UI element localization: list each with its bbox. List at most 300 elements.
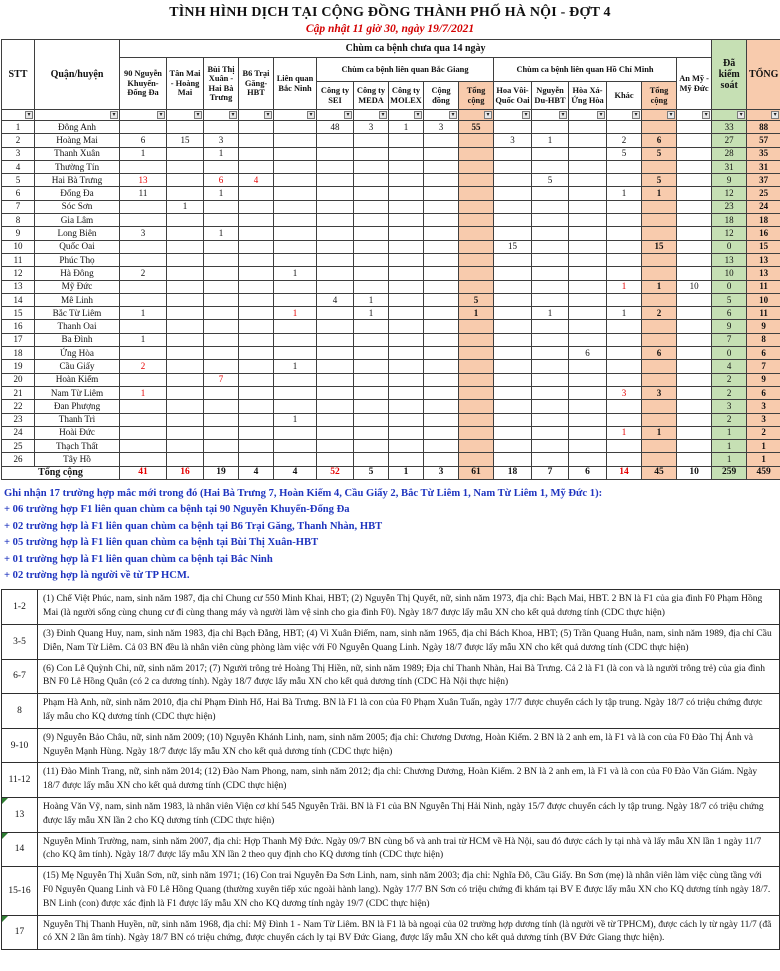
cell-meda [354, 187, 389, 200]
filter-dropdown-icon[interactable]: ▾ [632, 111, 640, 119]
header-col-cong-dong: Cộng đồng [424, 82, 459, 110]
cell-tanmai [167, 440, 204, 453]
case-number: 11-12 [2, 763, 38, 798]
cell-nk90 [120, 413, 167, 426]
total-sei: 52 [317, 466, 354, 479]
cell-kiemsoat: 0 [712, 347, 747, 360]
cell-hoaxa [569, 240, 607, 253]
cell-khac [607, 160, 642, 173]
cell-b6 [239, 160, 274, 173]
cell-b6 [239, 267, 274, 280]
total-btx: 19 [204, 466, 239, 479]
total-meda: 5 [354, 466, 389, 479]
cell-tongcong-bg [459, 400, 494, 413]
filter-dropdown-icon[interactable]: ▾ [449, 111, 457, 119]
cell-bacninh [274, 280, 317, 293]
cell-bacninh [274, 253, 317, 266]
cell-meda [354, 333, 389, 346]
district-row [2, 347, 780, 360]
cell-sei [317, 413, 354, 426]
cell-meda [354, 400, 389, 413]
filter-cell [35, 110, 120, 121]
cell-bacninh [274, 293, 317, 306]
cell-anmy [677, 333, 712, 346]
district-row [2, 320, 780, 333]
cell-khac [607, 453, 642, 466]
cell-tongcong-hcm: 6 [642, 347, 677, 360]
cell-tongcong-hcm: 1 [642, 187, 677, 200]
note-bullet: + 06 trường hợp F1 liên quan chùm ca bệnh tại 90 Nguyễn Khuyến-Đống Đa [4, 504, 350, 516]
cell-tongcong-hcm [642, 293, 677, 306]
cell-congdong [424, 187, 459, 200]
cell-hoaxa [569, 121, 607, 134]
case-description: (15) Mẹ Nguyễn Thị Xuân Sơn, nữ, sinh năm 1971; (16) Con trai Nguyễn Đa Sơn Linh, nam, sinh năm 2003; địa chỉ: Nghĩa Đô, Cầu Giấy. Bn Sơn (mẹ) là nhân viên làm việc cùng tầng với F0 Nguyễn Quang Linh và F0 Lê Hồng Quang (thường xuyên tiếp xúc ngoài hành lang). Ngày 17/7 BN Sơn có triệu chứng đi khám tại BV E được lấy mẫu XN cho KQ dương tính ngày 18/7. BN Linh (con) được xác định là F1 được lấy mẫu XN cho KQ dương tính ngày 19/7 (CDC thực hiện) [38, 867, 780, 915]
filter-dropdown-icon[interactable]: ▾ [307, 111, 315, 119]
notes-heading: Ghi nhận 17 trường hợp mắc mới trong đó (Hai Bà Trưng 7, Hoàn Kiếm 4, Cầu Giấy 2, Bắc Từ Liêm 1, Nam Từ Liêm 1, Mỹ Đức 1): [4, 488, 603, 500]
cell-meda [354, 174, 389, 187]
filter-cell [167, 110, 204, 121]
cell-kiemsoat: 0 [712, 280, 747, 293]
district-row [2, 293, 780, 306]
cell-tongcong-bg [459, 147, 494, 160]
cell-btx: 1 [204, 147, 239, 160]
filter-dropdown-icon[interactable]: ▾ [344, 111, 352, 119]
cell-congdong [424, 214, 459, 227]
district-name: Hà Đông [35, 267, 120, 280]
cell-hoaxa [569, 160, 607, 173]
cell-hoavoi [494, 253, 532, 266]
cell-anmy [677, 200, 712, 213]
cell-meda [354, 373, 389, 386]
filter-cell [532, 110, 569, 121]
case-detail-row [2, 659, 780, 694]
cell-meda [354, 240, 389, 253]
cell-btx [204, 214, 239, 227]
cell-anmy [677, 267, 712, 280]
cell-molex [389, 347, 424, 360]
district-name: Gia Lâm [35, 214, 120, 227]
row-number: 11 [2, 253, 35, 266]
cell-nk90 [120, 121, 167, 134]
cell-nguyendu: 1 [532, 307, 569, 320]
total-kiemsoat: 259 [712, 466, 747, 479]
cell-hoaxa: 6 [569, 347, 607, 360]
cell-tongcong-hcm [642, 333, 677, 346]
cell-hoavoi [494, 214, 532, 227]
filter-dropdown-icon[interactable]: ▾ [559, 111, 567, 119]
cell-tanmai [167, 253, 204, 266]
cell-bacninh: 1 [274, 307, 317, 320]
cell-congdong [424, 360, 459, 373]
header-col-hoa-voi: Hoa Vôi-Quốc Oai [494, 82, 532, 110]
cell-tong: 7 [747, 360, 780, 373]
note-bullet: + 05 trường hợp là F1 liên quan chùm ca bệnh tại Bùi Thị Xuân-HBT [4, 537, 319, 549]
cell-sei [317, 160, 354, 173]
cell-hoaxa [569, 360, 607, 373]
cell-tong: 16 [747, 227, 780, 240]
cell-nk90: 1 [120, 147, 167, 160]
case-number: 9-10 [2, 728, 38, 763]
cell-hoavoi [494, 453, 532, 466]
cell-nk90 [120, 240, 167, 253]
cell-nguyendu [532, 227, 569, 240]
cell-tanmai [167, 307, 204, 320]
cell-anmy: 10 [677, 280, 712, 293]
covid-summary-table [1, 39, 780, 480]
cell-nguyendu [532, 347, 569, 360]
header-col-tong-cong-bg: Tổng cộng [459, 82, 494, 110]
total-nguyendu: 7 [532, 466, 569, 479]
case-number: 3-5 [2, 625, 38, 660]
case-number: 8 [2, 694, 38, 729]
cell-nk90 [120, 280, 167, 293]
cell-molex [389, 227, 424, 240]
cell-bacninh: 1 [274, 413, 317, 426]
filter-dropdown-icon[interactable]: ▾ [110, 111, 118, 119]
cell-tanmai [167, 373, 204, 386]
cell-sei [317, 307, 354, 320]
cell-tongcong-hcm [642, 453, 677, 466]
filter-dropdown-icon[interactable]: ▾ [667, 111, 675, 119]
cell-tong: 11 [747, 307, 780, 320]
cell-congdong [424, 426, 459, 439]
cell-anmy [677, 453, 712, 466]
case-number: 15-16 [2, 867, 38, 915]
cell-nguyendu [532, 121, 569, 134]
cell-khac [607, 121, 642, 134]
district-name: Thanh Oai [35, 320, 120, 333]
cell-khac: 1 [607, 307, 642, 320]
cell-sei: 48 [317, 121, 354, 134]
cell-tongcong-hcm [642, 214, 677, 227]
cell-nguyendu [532, 187, 569, 200]
cell-congdong [424, 373, 459, 386]
filter-dropdown-icon[interactable]: ▾ [379, 111, 387, 119]
cell-b6 [239, 413, 274, 426]
cell-tong: 57 [747, 134, 780, 147]
filter-dropdown-icon[interactable]: ▾ [157, 111, 165, 119]
total-tongcong-hcm: 45 [642, 466, 677, 479]
cell-tong: 9 [747, 373, 780, 386]
cell-meda [354, 280, 389, 293]
filter-cell [712, 110, 747, 121]
cell-sei [317, 187, 354, 200]
cell-bacninh [274, 453, 317, 466]
cell-sei [317, 214, 354, 227]
header-col-hoa-xa: Hòa Xá-Ứng Hòa [569, 82, 607, 110]
total-tongcong-bg: 61 [459, 466, 494, 479]
filter-dropdown-icon[interactable]: ▾ [702, 111, 710, 119]
cell-tong: 31 [747, 160, 780, 173]
cell-tong: 2 [747, 426, 780, 439]
cell-nguyendu [532, 160, 569, 173]
row-number: 1 [2, 121, 35, 134]
row-number: 20 [2, 373, 35, 386]
cell-sei [317, 400, 354, 413]
filter-dropdown-icon[interactable]: ▾ [737, 111, 745, 119]
corner-mark [2, 916, 8, 922]
header-group-pending: Chùm ca bệnh chưa qua 14 ngày [120, 40, 712, 58]
cell-tongcong-hcm: 2 [642, 307, 677, 320]
cell-sei [317, 253, 354, 266]
cell-bacninh [274, 214, 317, 227]
cell-tong: 35 [747, 147, 780, 160]
cell-molex [389, 240, 424, 253]
cell-hoavoi: 3 [494, 134, 532, 147]
cell-bacninh [274, 134, 317, 147]
cell-hoavoi [494, 267, 532, 280]
cell-hoavoi [494, 373, 532, 386]
filter-cell [317, 110, 354, 121]
cell-kiemsoat: 2 [712, 413, 747, 426]
cell-meda [354, 413, 389, 426]
district-row [2, 386, 780, 399]
autofilter-row [2, 110, 780, 121]
cell-khac [607, 253, 642, 266]
cell-tanmai [167, 227, 204, 240]
case-description: (6) Con Lê Quỳnh Chi, nữ, sinh năm 2017; (7) Người trông trẻ Hoàng Thị Hiền, nữ, sinh năm 1989; Địa chỉ Thanh Nhàn, Hai Bà Trưng. Cả 2 là F1 (là con và là người trông trẻ) của gia đình BN F0 Lê Hồng Quân (có 2 ca dương tính). Ngày 18/7 được lấy mẫu XN cho kết quả dương tính (CDC Hà Nội thực hiện) [38, 659, 780, 694]
cell-tongcong-bg [459, 413, 494, 426]
cell-khac: 3 [607, 386, 642, 399]
cell-anmy [677, 240, 712, 253]
cell-tanmai [167, 320, 204, 333]
cell-bacninh [274, 400, 317, 413]
cell-sei [317, 174, 354, 187]
cell-btx [204, 440, 239, 453]
cell-tong: 25 [747, 187, 780, 200]
district-name: Hai Bà Trưng [35, 174, 120, 187]
cell-hoaxa [569, 267, 607, 280]
cell-nk90 [120, 253, 167, 266]
filter-dropdown-icon[interactable]: ▾ [522, 111, 530, 119]
cell-hoavoi [494, 227, 532, 240]
filter-dropdown-icon[interactable]: ▾ [229, 111, 237, 119]
district-row [2, 174, 780, 187]
cell-tongcong-hcm: 5 [642, 147, 677, 160]
cell-molex [389, 333, 424, 346]
cell-anmy [677, 187, 712, 200]
row-number: 21 [2, 386, 35, 399]
filter-dropdown-icon[interactable]: ▾ [194, 111, 202, 119]
cell-sei [317, 240, 354, 253]
cell-b6 [239, 347, 274, 360]
row-number: 7 [2, 200, 35, 213]
cell-bacninh [274, 147, 317, 160]
case-detail-row [2, 728, 780, 763]
row-number: 22 [2, 400, 35, 413]
filter-cell [2, 110, 35, 121]
cell-hoavoi [494, 400, 532, 413]
row-number: 4 [2, 160, 35, 173]
district-name: Long Biên [35, 227, 120, 240]
cell-tong: 13 [747, 253, 780, 266]
filter-dropdown-icon[interactable]: ▾ [414, 111, 422, 119]
cell-tongcong-bg [459, 227, 494, 240]
total-tong: 459 [747, 466, 780, 479]
cell-btx [204, 347, 239, 360]
cell-btx [204, 413, 239, 426]
cell-tongcong-bg [459, 200, 494, 213]
filter-cell [389, 110, 424, 121]
cell-kiemsoat: 0 [712, 240, 747, 253]
cell-nguyendu [532, 280, 569, 293]
total-anmy: 10 [677, 466, 712, 479]
filter-cell [494, 110, 532, 121]
row-number: 10 [2, 240, 35, 253]
cell-tongcong-bg [459, 347, 494, 360]
cell-nguyendu [532, 293, 569, 306]
district-name: Cầu Giấy [35, 360, 120, 373]
cell-bacninh [274, 240, 317, 253]
case-description: Phạm Hà Anh, nữ, sinh năm 2010, địa chỉ Phạm Đình Hổ, Hai Bà Trưng. BN là F1 là con của F0 Phạm Xuân Tuấn, ngày 17/7 được chuyển cách ly tập trung. Ngày 18/7 có triệu chứng được lấy mẫu cho KQ dương tính (CDC thực hiện) [38, 694, 780, 729]
cell-bacninh [274, 440, 317, 453]
filter-cell [424, 110, 459, 121]
cell-btx [204, 333, 239, 346]
cell-kiemsoat: 28 [712, 147, 747, 160]
cell-btx [204, 360, 239, 373]
cell-anmy [677, 160, 712, 173]
cell-kiemsoat: 33 [712, 121, 747, 134]
cell-tongcong-bg [459, 134, 494, 147]
case-detail-row [2, 915, 780, 950]
row-number: 24 [2, 426, 35, 439]
row-number: 8 [2, 214, 35, 227]
cell-molex [389, 373, 424, 386]
cell-nk90: 6 [120, 134, 167, 147]
header-col-bac-ninh: Liên quan Bắc Ninh [274, 58, 317, 110]
cell-meda [354, 347, 389, 360]
cell-tanmai [167, 280, 204, 293]
row-number: 15 [2, 307, 35, 320]
case-description: (1) Chế Việt Phúc, nam, sinh năm 1987, địa chỉ Chung cư 550 Minh Khai, HBT; (2) Nguyễn Thị Quyết, nữ, sinh năm 1973, địa chỉ: Bạch Mai, HBT. 2 BN là F1 của gia đình F0 Phạm Hồng Mai (là người sống cùng chung cư đi cùng thang máy và người làm vệ sinh cho gia đình F0). Ngày 18/7 được lấy mẫu XN cho kết quả dương tính (CDC thực hiện) [38, 590, 780, 625]
cell-khac [607, 400, 642, 413]
cell-tongcong-bg [459, 253, 494, 266]
new-cases-notes [4, 486, 779, 584]
cell-b6 [239, 440, 274, 453]
cell-sei [317, 320, 354, 333]
cell-molex [389, 160, 424, 173]
cell-hoaxa [569, 227, 607, 240]
cell-nk90 [120, 453, 167, 466]
cell-hoavoi [494, 413, 532, 426]
cell-nguyendu [532, 373, 569, 386]
cell-hoavoi [494, 320, 532, 333]
case-description: Nguyễn Minh Trường, nam, sinh năm 2007, địa chỉ: Hợp Thanh Mỹ Đức. Ngày 09/7 BN cùng bố và anh trai từ HCM về Hà Nội, sau đó được cách ly tại nhà và lấy mẫu XN lần 1 ngày 11/7 (cho KQ âm tính). Ngày 18/7 được lấy mẫu XN lần 2 theo quy định cho KQ dương tính (CDC thực hiện) [38, 832, 780, 867]
filter-dropdown-icon[interactable]: ▾ [264, 111, 272, 119]
district-row [2, 453, 780, 466]
cell-tongcong-hcm [642, 160, 677, 173]
cell-kiemsoat: 1 [712, 426, 747, 439]
district-row [2, 160, 780, 173]
cell-bacninh: 1 [274, 267, 317, 280]
cell-btx [204, 240, 239, 253]
filter-dropdown-icon[interactable]: ▾ [484, 111, 492, 119]
cell-tongcong-hcm [642, 360, 677, 373]
filter-cell [607, 110, 642, 121]
cell-congdong [424, 267, 459, 280]
filter-dropdown-icon[interactable]: ▾ [597, 111, 605, 119]
cell-khac [607, 320, 642, 333]
filter-cell [204, 110, 239, 121]
corner-mark [2, 833, 8, 839]
cell-meda [354, 200, 389, 213]
cell-tongcong-bg [459, 174, 494, 187]
cell-meda: 3 [354, 121, 389, 134]
cell-nk90 [120, 160, 167, 173]
cell-tanmai [167, 453, 204, 466]
district-row [2, 413, 780, 426]
cell-kiemsoat: 27 [712, 134, 747, 147]
cell-tong: 24 [747, 200, 780, 213]
row-number: 9 [2, 227, 35, 240]
corner-mark [2, 798, 8, 804]
cell-tongcong-hcm: 6 [642, 134, 677, 147]
cell-kiemsoat: 5 [712, 293, 747, 306]
total-khac: 14 [607, 466, 642, 479]
district-row [2, 307, 780, 320]
cell-hoavoi [494, 121, 532, 134]
cell-hoavoi: 15 [494, 240, 532, 253]
cell-anmy [677, 293, 712, 306]
cell-khac: 5 [607, 147, 642, 160]
case-description: (3) Đinh Quang Huy, nam, sinh năm 1983, địa chỉ Bạch Đằng, HBT; (4) Vi Xuân Điểm, nam, sinh năm 1965, địa chỉ Bách Khoa, HBT; (5) Trần Quang Huân, nam, sinh năm 1989, địa chỉ Cầu Diễn, Nam Từ Liêm. Cả 03 BN đều là nhân viên cùng phòng làm việc với F0 Nguyễn Quang Linh. Ngày 18/7 được lấy mẫu XN cho kết quả dương tính (CDC thực hiện) [38, 625, 780, 660]
cell-tongcong-bg [459, 267, 494, 280]
cell-anmy [677, 320, 712, 333]
cell-tanmai [167, 187, 204, 200]
cell-hoavoi [494, 347, 532, 360]
cell-btx [204, 307, 239, 320]
cell-congdong [424, 253, 459, 266]
cell-khac: 1 [607, 426, 642, 439]
cell-nk90: 2 [120, 360, 167, 373]
row-number: 12 [2, 267, 35, 280]
row-number: 19 [2, 360, 35, 373]
case-detail-row [2, 867, 780, 915]
cell-tongcong-bg [459, 160, 494, 173]
row-number: 18 [2, 347, 35, 360]
cell-btx [204, 320, 239, 333]
district-row [2, 267, 780, 280]
district-name: Nam Từ Liêm [35, 386, 120, 399]
cell-sei [317, 386, 354, 399]
cell-btx: 3 [204, 134, 239, 147]
filter-dropdown-icon[interactable]: ▾ [771, 111, 779, 119]
cell-molex [389, 386, 424, 399]
total-bacninh: 4 [274, 466, 317, 479]
cell-nguyendu [532, 333, 569, 346]
cell-nk90 [120, 320, 167, 333]
cell-nguyendu [532, 200, 569, 213]
cell-hoavoi [494, 174, 532, 187]
case-number: 17 [2, 915, 38, 950]
cell-hoaxa [569, 307, 607, 320]
cell-bacninh [274, 373, 317, 386]
cell-tongcong-bg [459, 187, 494, 200]
cell-tanmai [167, 400, 204, 413]
cell-tongcong-hcm [642, 440, 677, 453]
cell-tong: 1 [747, 440, 780, 453]
cell-tongcong-hcm: 5 [642, 174, 677, 187]
cell-tong: 8 [747, 333, 780, 346]
cell-hoaxa [569, 280, 607, 293]
cell-khac [607, 333, 642, 346]
district-row [2, 373, 780, 386]
row-number: 5 [2, 174, 35, 187]
header-district: Quận/huyện [35, 40, 120, 110]
filter-dropdown-icon[interactable]: ▾ [25, 111, 33, 119]
cell-tongcong-bg [459, 373, 494, 386]
cell-btx [204, 453, 239, 466]
